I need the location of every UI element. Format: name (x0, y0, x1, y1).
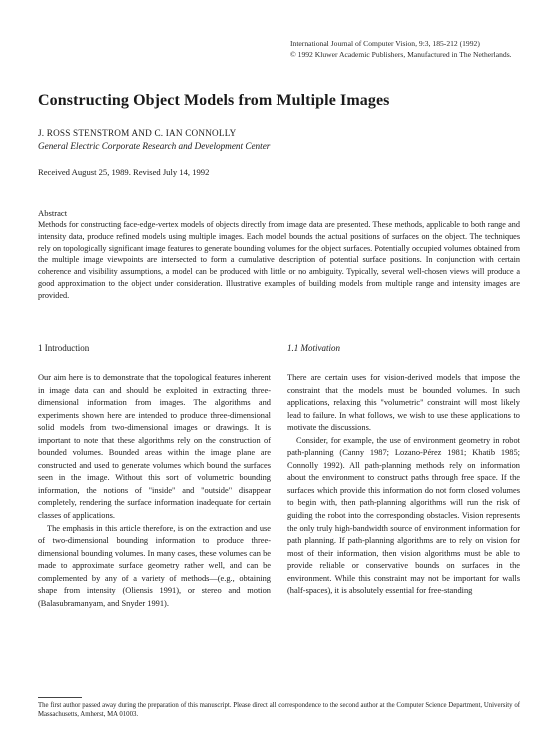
footnote: The first author passed away during the preparation of this manuscript. Please direct all correspondence to the second author at the Computer Science Department, University of Massachusetts, Amherst, MA 01003. (38, 702, 520, 719)
received-dates: Received August 25, 1989. Revised July 14, 1992 (38, 167, 210, 177)
left-column (38, 343, 271, 610)
journal-citation: International Journal of Computer Vision, 9:3, 185-212 (1992) (290, 39, 480, 48)
paper-title: Constructing Object Models from Multiple Images (38, 92, 390, 109)
motivation-paragraph-1: There are certain uses for vision-derived models that impose the constraint that the models must be bounded volumes. In such applications, relaxing this "volumetric" constraint will most likely lead to failure. In what follows, we wish to use these applications to motivate the discussions. (287, 373, 520, 433)
section-heading-introduction: 1 Introduction (38, 343, 90, 353)
right-column (287, 343, 520, 598)
abstract-text: Methods for constructing face-edge-vertex models of objects directly from image data are presented. These methods, applicable to both range and intensity data, produce refined models using multiple images. Each model bounds the actual positions of surfaces on the object. The techniques rely on topologically significant image features to generate bounding volumes for the object surfaces. Potentially occupied volumes obtained from the multiple image viewpoints are intersected to form a cumulative description of potential surface positions. In conjunction with certain coherence and visibility assumptions, a model can be produced with little or no ambiguity. Typically, several well-chosen views will produce a good approximation to the object under consideration. Illustrative examples of building models from multiple range and intensity images are provided. (38, 220, 520, 300)
journal-header (290, 38, 512, 60)
introduction-paragraph-1: Our aim here is to demonstrate that the topological features inherent in image data can and should be exploited in extracting three-dimensional information from images. The algorithms and experiments shown here are intended to produce three-dimensional solid models from two-dimensional images or drawings. It is important to note that these algorithms rely on the construction of bounded volumes. Bounded areas within the image plane are constructed and used to generate volumes which bound the surfaces seen in the image. Without this sort of volumetric bounding information, the notions of "inside" and "outside" disappear completely, rendering the surface information inadequate for certain classes of applications. (38, 373, 271, 521)
footnote-rule (38, 697, 82, 698)
introduction-paragraph-2: The emphasis in this article therefore, is on the extraction and use of two-dimensional bounding information to produce three-dimensional bounding volumes. In many cases, these volumes can be made to approximate surface geometry rather well, and can be complemented by any of a variety of methods—(e.g., obtaining shape from intensity (Oliensis 1991), or stereo and motion (Balasubramanyam, and Snyder 1991). (38, 523, 271, 608)
abstract-heading: Abstract (38, 208, 68, 218)
section-heading-motivation: 1.1 Motivation (287, 343, 340, 353)
motivation-paragraph-2: Consider, for example, the use of environment geometry in robot path-planning (Canny 1987; Lozano-Pérez 1981; Khatib 1985; Connolly 1992). All path-planning methods rely on information about the environment to construct paths through free space. If the surfaces which provide this information do not form closed volumes to begin with, then path-planning algorithms will run the risk of guiding the robot into the corresponding obstacles. Vision represents the only truly high-bandwidth source of environment information for path planning. If path-planning algorithms are to rely on vision for most of their information, then vision algorithms must be able to provide reliable or conservative bounds on surfaces in the environment. While this constraint may not be important for walls (half-spaces), it is absolutely essential for free-standing (287, 435, 520, 596)
journal-copyright: © 1992 Kluwer Academic Publishers, Manufactured in The Netherlands. (290, 50, 512, 59)
author-affiliation: General Electric Corporate Research and Development Center (38, 141, 271, 151)
paper-authors: J. ROSS STENSTROM AND C. IAN CONNOLLY (38, 128, 237, 138)
